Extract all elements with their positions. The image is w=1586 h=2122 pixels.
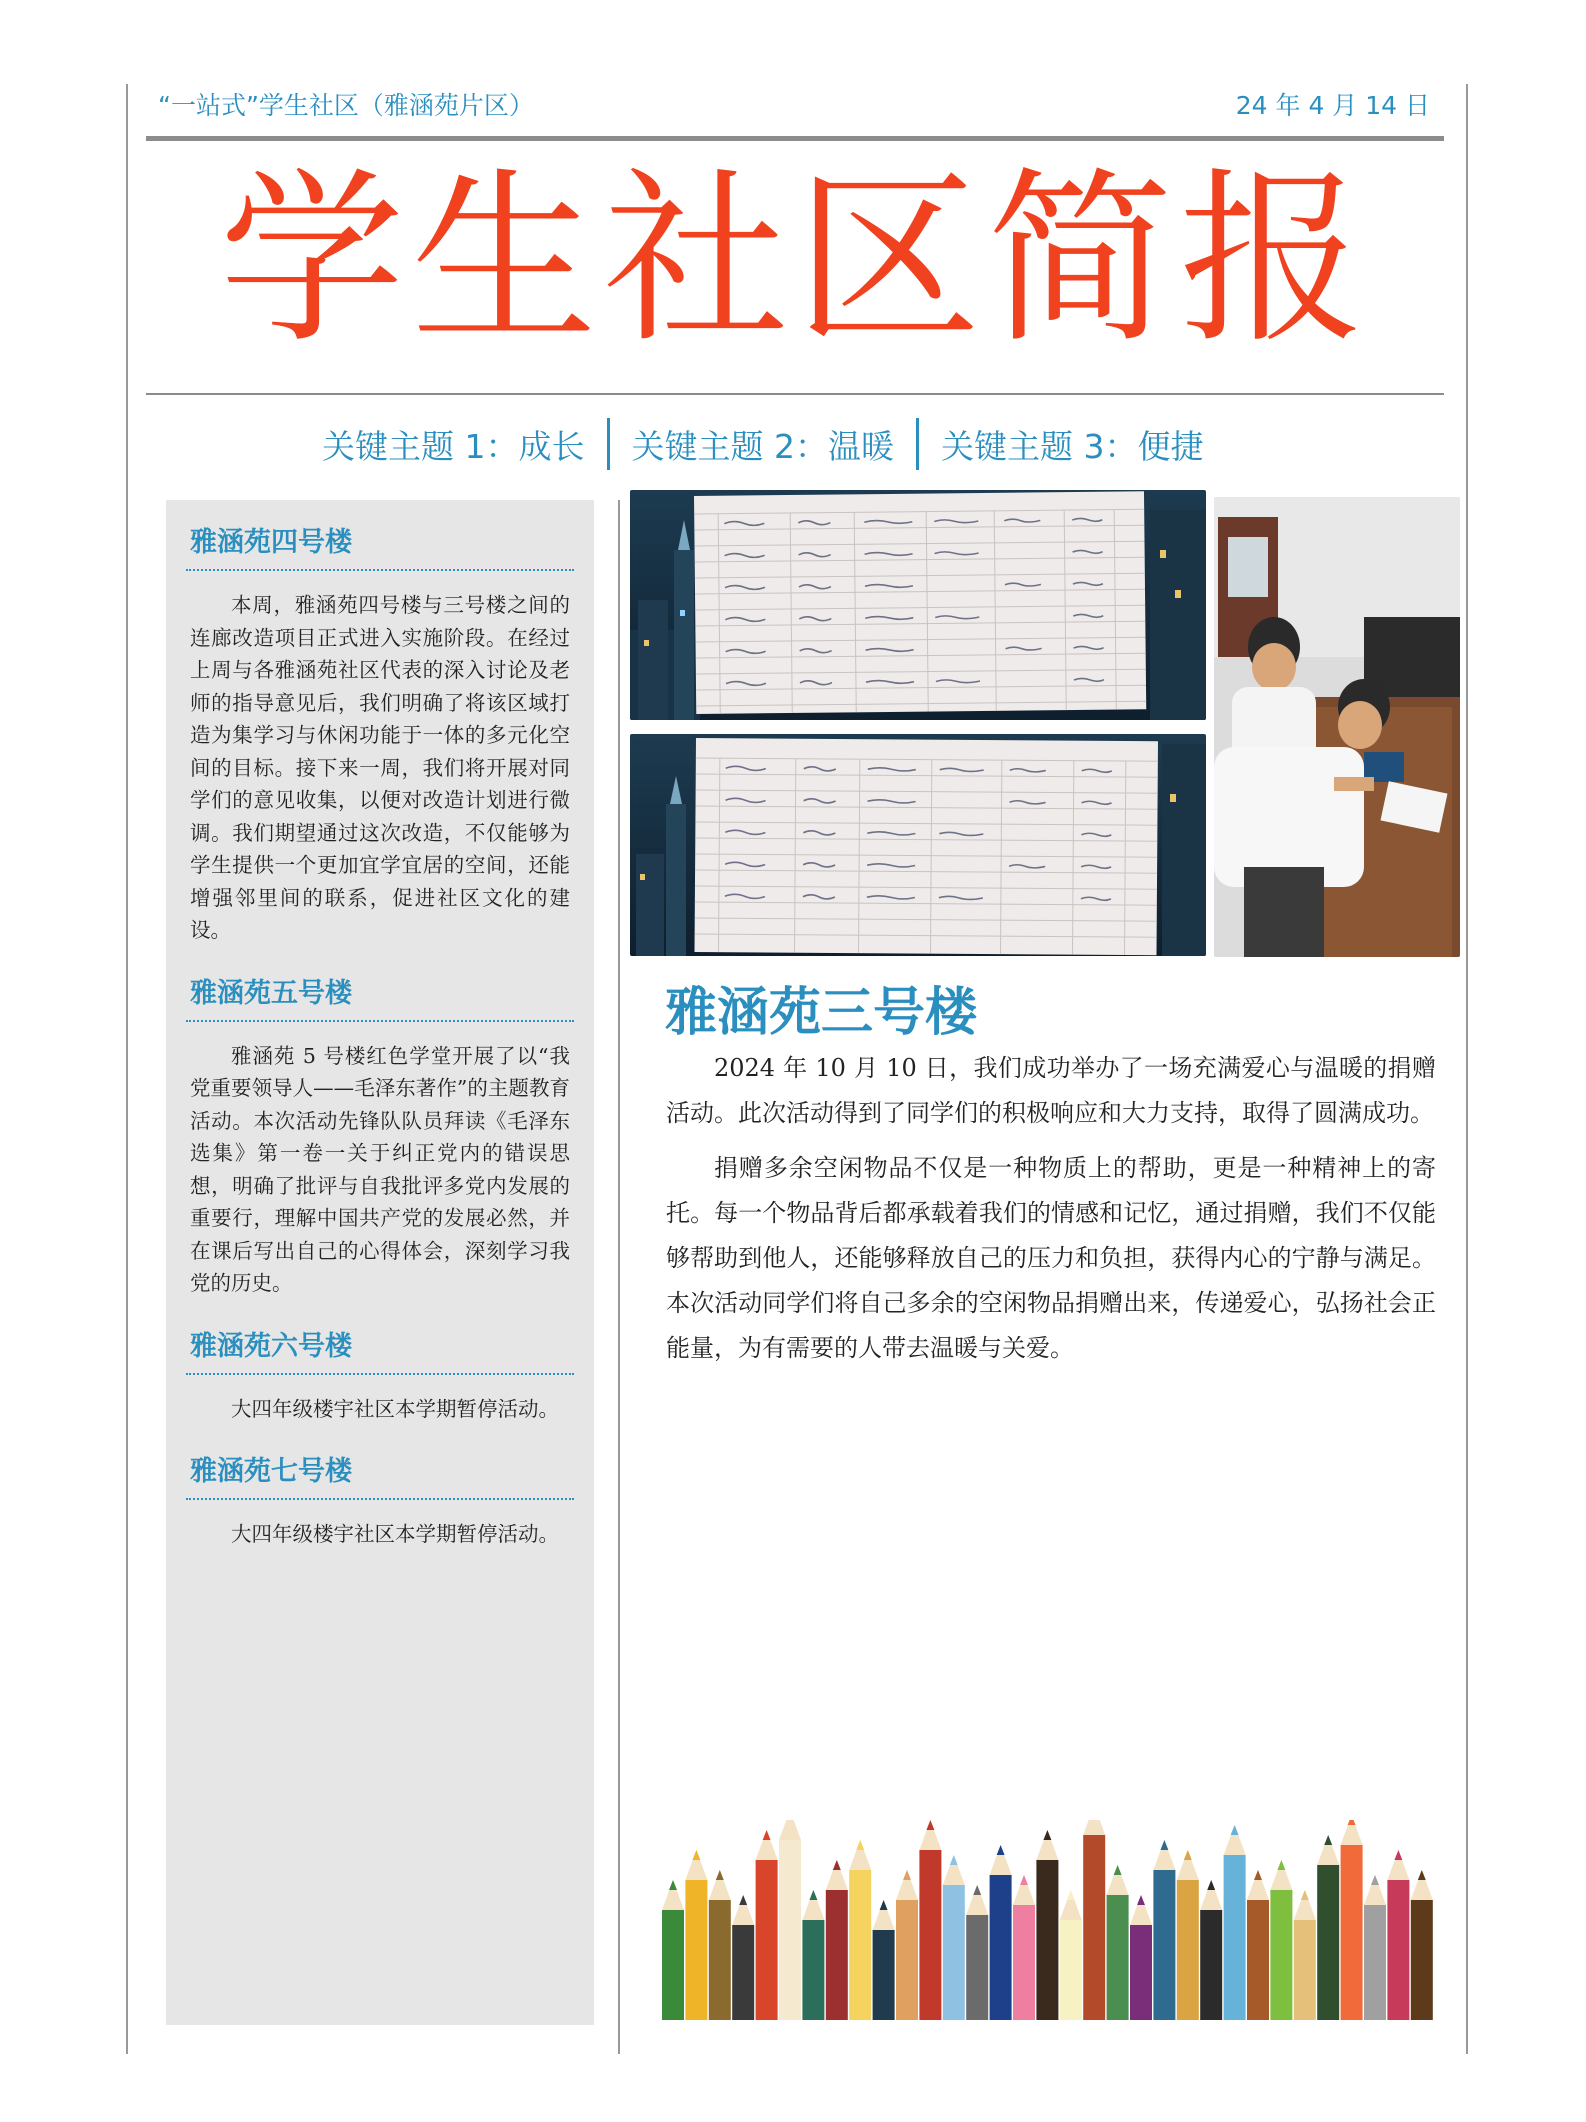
- signup-sheet-photo-art: [630, 490, 1206, 720]
- pencil: [1341, 1820, 1363, 2020]
- page-frame-right: [1466, 84, 1468, 2054]
- pencil: [1411, 1870, 1433, 2020]
- sidebar-section-building-6: [186, 1318, 574, 1432]
- theme-2: [610, 421, 917, 468]
- theme-3: [919, 421, 1226, 468]
- pencil: [779, 1820, 801, 2020]
- pencil: [1036, 1830, 1058, 2020]
- sidebar-heading: 雅涵苑四号楼: [186, 514, 574, 571]
- article-paragraph: 捐赠多余空闲物品不仅是一种物质上的帮助，更是一种精神上的寄托。每一个物品背后都承载着我们的情感和记忆，通过捐赠，我们不仅能够帮助到他人，还能够释放自己的压力和负担，获得内心的宁静与满足。本次活动同学们将自己多余的空闲物品捐赠出来，传递爱心，弘扬社会正能量，为有需要的人带去温暖与关爱。: [666, 1154, 1436, 1362]
- pencil: [990, 1845, 1012, 2020]
- article-body: [666, 1046, 1436, 1381]
- pencil: [1013, 1875, 1035, 2020]
- sidebar-body: 本周，雅涵苑四号楼与三号楼之间的连廊改造项目正式进入实施阶段。在经过上周与各雅涵苑社区代表的深入讨论及老师的指导意见后，我们明确了将该区域打造为集学习与休闲功能于一体的多元化空间的目标。接下来一周，我们将开展对同学们的意见收集，以便对改造计划进行微调。我们期望通过这次改造，不仅能够为学生提供一个更加宜学宜居的空间，还能增强邻里间的联系，促进社区文化的建设。: [190, 593, 570, 942]
- pencil: [966, 1885, 988, 2020]
- theme-3-key: 关键主题 3：: [941, 426, 1138, 466]
- sidebar-section-building-4: [186, 514, 574, 953]
- pencil: [1224, 1825, 1246, 2020]
- pencil: [1317, 1835, 1339, 2020]
- masthead-rule: [146, 393, 1444, 395]
- pencil: [1083, 1820, 1105, 2020]
- pencil: [709, 1870, 731, 2020]
- signup-sheet-photo-art: [630, 734, 1206, 956]
- sidebar-section-building-7: [186, 1443, 574, 1557]
- pencil: [1107, 1865, 1129, 2020]
- sidebar-body: 大四年级楼宇社区本学期暂停活动。: [231, 1396, 559, 1421]
- pencil: [896, 1870, 918, 2020]
- theme-1-key: 关键主题 1：: [322, 426, 519, 466]
- theme-1-value: 成长: [518, 426, 585, 466]
- colored-pencils-decoration: [656, 1820, 1436, 2020]
- theme-1: [300, 421, 607, 468]
- sidebar-heading: 雅涵苑七号楼: [186, 1443, 574, 1500]
- sidebar-body: 雅涵苑 5 号楼红色学堂开展了以“我党重要领导人——毛泽东著作”的主题教育活动。本次活动先锋队队员拜读《毛泽东选集》第一卷一关于纠正党内的错误思想，明确了批评与自我批评多党内发展的重要行，理解中国共产党的发展必然，并在课后写出自己的心得体会，深刻学习我党的历史。: [190, 1043, 570, 1295]
- pencil: [873, 1900, 895, 2020]
- pencil: [1130, 1895, 1152, 2020]
- pencil: [802, 1890, 824, 2020]
- signup-sheet-photo: [630, 734, 1206, 956]
- article-title: 雅涵苑三号楼: [665, 982, 978, 1043]
- article-paragraph: 2024 年 10 月 10 日，我们成功举办了一场充满爱心与温暖的捐赠活动。此次活动得到了同学们的积极响应和大力支持，取得了圆满成功。: [666, 1054, 1436, 1127]
- pencil: [1387, 1850, 1409, 2020]
- pencil: [756, 1830, 778, 2020]
- pencil: [1364, 1875, 1386, 2020]
- theme-2-key: 关键主题 2：: [631, 426, 828, 466]
- pencil: [919, 1820, 941, 2020]
- pencil: [849, 1840, 871, 2020]
- signup-sheet-photo: [630, 490, 1206, 720]
- sidebar-heading: 雅涵苑五号楼: [186, 965, 574, 1022]
- pencil: [1060, 1890, 1082, 2020]
- sidebar-section-building-5: [186, 965, 574, 1306]
- sidebar-body: 大四年级楼宇社区本学期暂停活动。: [231, 1522, 559, 1546]
- pencil: [685, 1850, 707, 2020]
- header-rule: [146, 136, 1444, 141]
- column-divider: [618, 500, 620, 2054]
- pencil: [1247, 1870, 1269, 2020]
- students-signing-photo: [1214, 497, 1460, 957]
- pencil: [943, 1855, 965, 2020]
- pencil: [732, 1895, 754, 2020]
- pencil: [1294, 1890, 1316, 2020]
- sidebar: [166, 500, 594, 2025]
- theme-3-value: 便捷: [1137, 426, 1204, 466]
- org-name: “一站式”学生社区（雅涵苑片区）: [158, 91, 534, 120]
- pencil: [1270, 1860, 1292, 2020]
- sidebar-heading: 雅涵苑六号楼: [186, 1318, 574, 1375]
- pencil: [1177, 1850, 1199, 2020]
- pencil: [1200, 1880, 1222, 2020]
- theme-2-value: 温暖: [828, 426, 894, 466]
- pencil: [662, 1880, 684, 2020]
- issue-date: 24 年 4 月 14 日: [1235, 91, 1430, 120]
- pencil: [1153, 1840, 1175, 2020]
- key-themes: [300, 418, 1226, 470]
- masthead-title: 学生社区简报: [218, 151, 1371, 368]
- students-signing-photo-art: [1214, 497, 1460, 957]
- pencil: [826, 1860, 848, 2020]
- page-frame-left: [126, 84, 128, 2054]
